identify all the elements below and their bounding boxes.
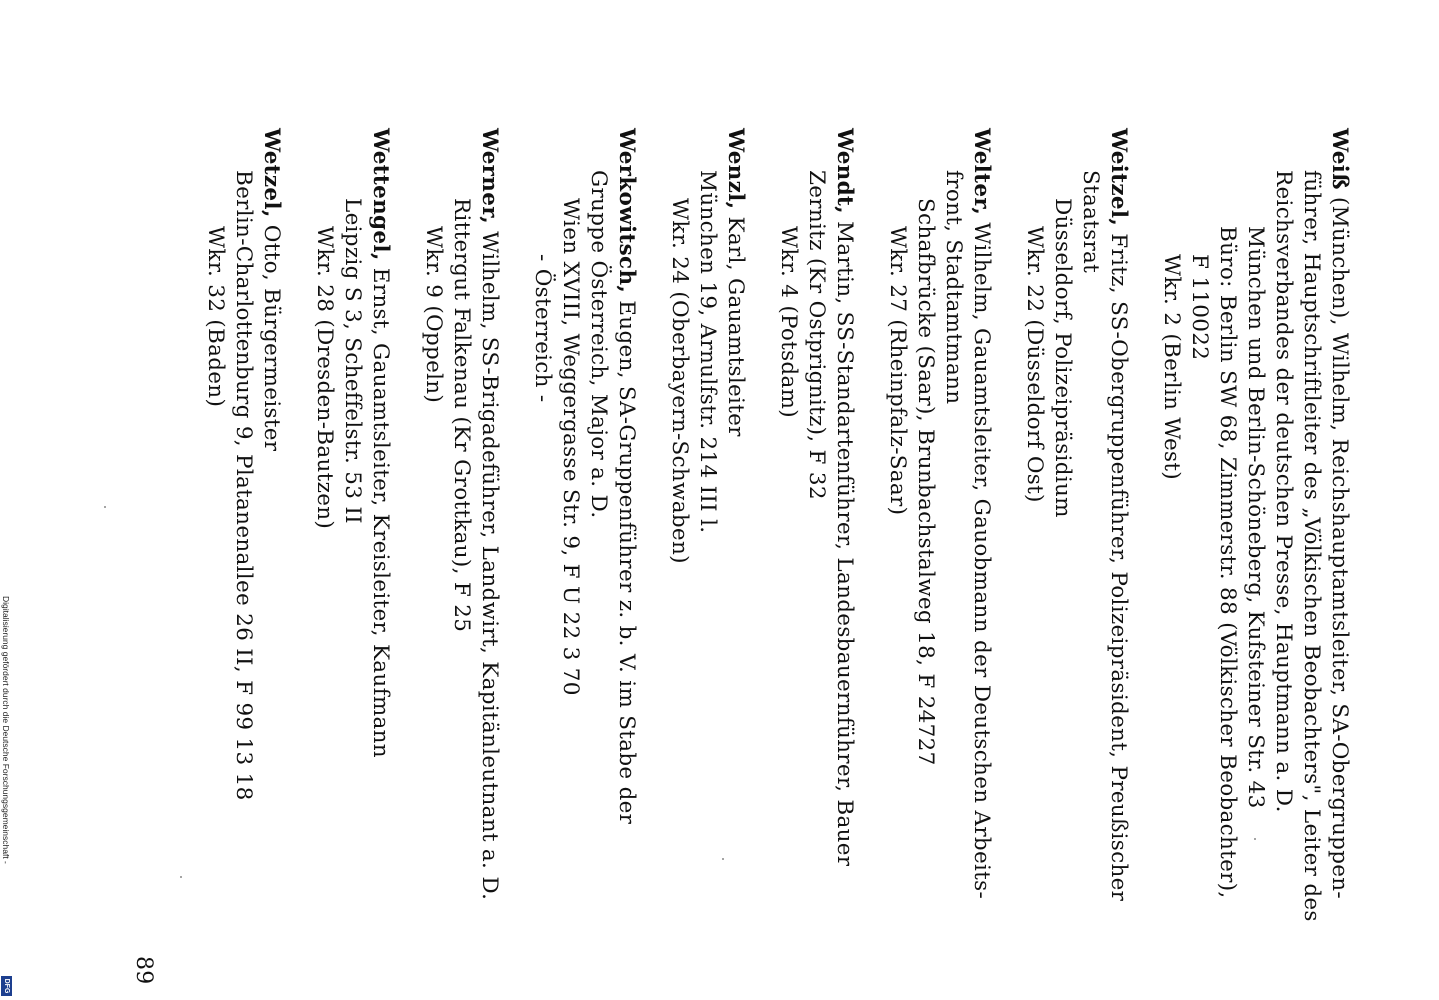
entry-line: Wkr. 32 (Baden) — [203, 226, 228, 408]
directory-entry — [310, 128, 394, 968]
entry-line: Martin, SS-Standartenführer, Landesbauernführer, Bauer — [832, 221, 857, 867]
directory-entry — [883, 128, 995, 968]
directory-entry — [201, 128, 285, 968]
entry-line: Leipzig S 3, Scheffelstr. 53 II — [340, 198, 365, 524]
entry-line: Wien XVIII, Weggergasse Str. 9, F U 22 3 70 — [558, 198, 583, 696]
directory-entry — [1157, 128, 1353, 968]
directory-entry — [665, 128, 749, 968]
entry-line: Wkr. 28 (Dresden-Bautzen) — [312, 226, 337, 530]
entry-line: Berlin-Charlottenburg 9, Platanenallee 26 II, F 99 13 18 — [231, 170, 256, 801]
entry-line: Zernitz (Kr Ostprignitz), F 32 — [804, 170, 829, 500]
scan-speck — [180, 876, 182, 878]
entry-line: F 110022 — [1187, 254, 1212, 361]
directory-entry — [1020, 128, 1132, 968]
entry-line: Wkr. 27 (Rheinpfalz-Saar) — [885, 226, 910, 516]
entry-name: Wendt, — [832, 128, 857, 214]
entry-line: (München), Wilhelm, Reichshauptamtsleiter, SA-Obergruppen- — [1327, 196, 1352, 899]
entry-line: Büro: Berlin SW 68, Zimmerstr. 88 (Völkischer Beobachter), — [1215, 226, 1240, 899]
entry-name: Wettengel, — [368, 128, 393, 261]
entry-name: Wenzl, — [723, 128, 748, 210]
digitization-footer: Digitalisierung gefördert durch die Deutsche Forschungsgemeinschaft - — [1, 596, 11, 864]
entry-line: Gruppe Österreich, Major a. D. — [586, 170, 611, 519]
directory-page — [113, 128, 1353, 985]
entry-line: Wilhelm, Gauamtsleiter, Gauobmann der Deutschen Arbeits- — [969, 222, 994, 900]
entry-line: front, Stadtamtmann — [941, 170, 966, 405]
directory-entry — [774, 128, 858, 968]
entry-line: Ernst, Gauamtsleiter, Kreisleiter, Kaufmann — [368, 267, 393, 758]
scan-speck — [1254, 838, 1256, 840]
entry-line: München und Berlin-Schöneberg, Kufsteiner Str. 43 — [1243, 226, 1268, 809]
entry-line: Düsseldorf, Polizeipräsidium — [1050, 198, 1075, 518]
entry-line: Wkr. 9 (Oppeln) — [421, 226, 446, 404]
entry-line: Wkr. 24 (Oberbayern-Schwaben) — [667, 198, 692, 564]
entry-line: Wilhelm, SS-Brigadeführer, Landwirt, Kapitänleutnant a. D. — [477, 231, 502, 901]
entry-line: Wkr. 4 (Potsdam) — [776, 226, 801, 418]
entry-line: Wkr. 22 (Düsseldorf Ost) — [1022, 226, 1047, 503]
entry-name: Wetzel, — [259, 128, 284, 218]
entry-name: Werner, — [477, 128, 502, 225]
entry-line: - Österreich - — [530, 254, 555, 403]
entry-name: Weiß — [1327, 128, 1352, 190]
entry-line: Schafbrücke (Saar), Brunbachstalweg 18, F 24727 — [913, 198, 938, 766]
scan-speck — [104, 506, 106, 508]
entry-line: Wkr. 2 (Berlin West) — [1159, 254, 1184, 480]
entry-line: München 19, Arnulfstr. 214 III l. — [695, 170, 720, 534]
entry-name: Werkowitsch, — [614, 128, 639, 294]
scan-speck — [722, 858, 724, 860]
entry-name: Welter, — [969, 128, 994, 216]
directory-entry — [419, 128, 503, 968]
entry-name: Weitzel, — [1106, 128, 1131, 227]
entry-line: Staatsrat — [1078, 170, 1103, 274]
entry-line: Fritz, SS-Obergruppenführer, Polizeipräsident, Preußischer — [1106, 233, 1131, 902]
entry-line: Otto, Bürgermeister — [259, 224, 284, 452]
dfg-logo-icon: DFG — [1, 976, 12, 996]
entry-line: Rittergut Falkenau (Kr Grottkau), F 25 — [449, 198, 474, 633]
directory-entry — [528, 128, 640, 968]
entry-line: führer, Hauptschriftleiter des „Völkischen Beobachters", Leiter des — [1299, 170, 1324, 922]
page-number: 89 — [131, 956, 156, 985]
entry-line: Reichsverbandes der deutschen Presse, Hauptmann a. D. — [1271, 170, 1296, 813]
entry-line: Karl, Gauamtsleiter — [723, 216, 748, 437]
entry-line: Eugen, SA-Gruppenführer z. b. V. im Stabe der — [614, 300, 639, 825]
